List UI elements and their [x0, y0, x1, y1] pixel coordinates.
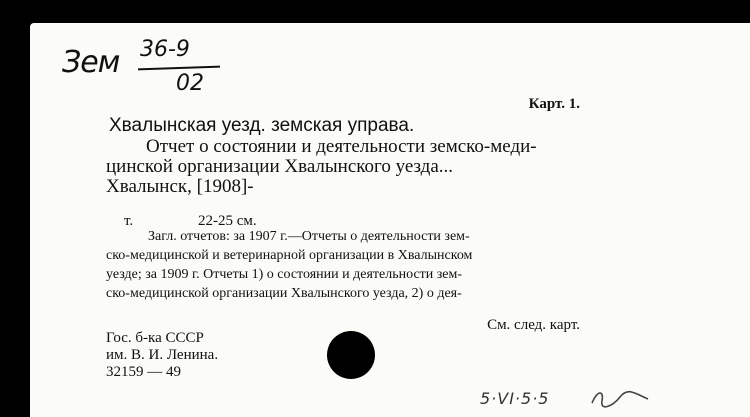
note-line: уезде; за 1909 г. Отчеты 1) о состоянии и деятельности зем- [106, 267, 463, 282]
title-line [106, 177, 586, 197]
note-line: ско-медицинской организации Хвалынского уезда, 2) о дея- [106, 286, 462, 301]
handwritten-date: 5·VI·5·5 [480, 389, 550, 408]
library-name: Гос. б-ка СССР [106, 330, 204, 346]
record-title [106, 137, 586, 197]
title-line: Отчет о состоянии и деятельности земско-меди- [146, 136, 537, 157]
publication-year-suffix: - [247, 176, 254, 197]
catalog-card [30, 23, 750, 417]
punch-hole [327, 331, 375, 379]
note-line: Загл. отчетов: за 1907 г.—Отчеты о деятельности зем- [148, 229, 470, 244]
library-named-after: им. В. И. Ленина. [106, 347, 219, 363]
note-line: ско-медицинской и ветеринарной организации в Хвалынском [106, 248, 473, 263]
title-line: цинской организации Хвалынского уезда... [106, 156, 454, 177]
library-stamp [106, 330, 218, 381]
record-heading: Хвалынская уезд. земская управа. [109, 115, 415, 136]
shelfmark-divider [138, 66, 220, 71]
place-of-publication: Хвалынск, [106, 176, 197, 197]
card-number: Карт. 1. [528, 96, 580, 112]
publication-year: [1908] [196, 176, 248, 197]
record-note [106, 227, 582, 303]
shelfmark-prefix: Зем [62, 45, 120, 80]
library-order-number: 32159 — 49 [106, 364, 181, 380]
dimensions: 22-25 см. [198, 213, 257, 229]
shelfmark-sub: 02 [176, 71, 204, 96]
shelfmark-number: 36-9 [140, 37, 190, 62]
volumes-label: т. [124, 213, 134, 229]
signature-scrawl [590, 385, 650, 411]
see-next-card: См. след. карт. [487, 317, 580, 333]
